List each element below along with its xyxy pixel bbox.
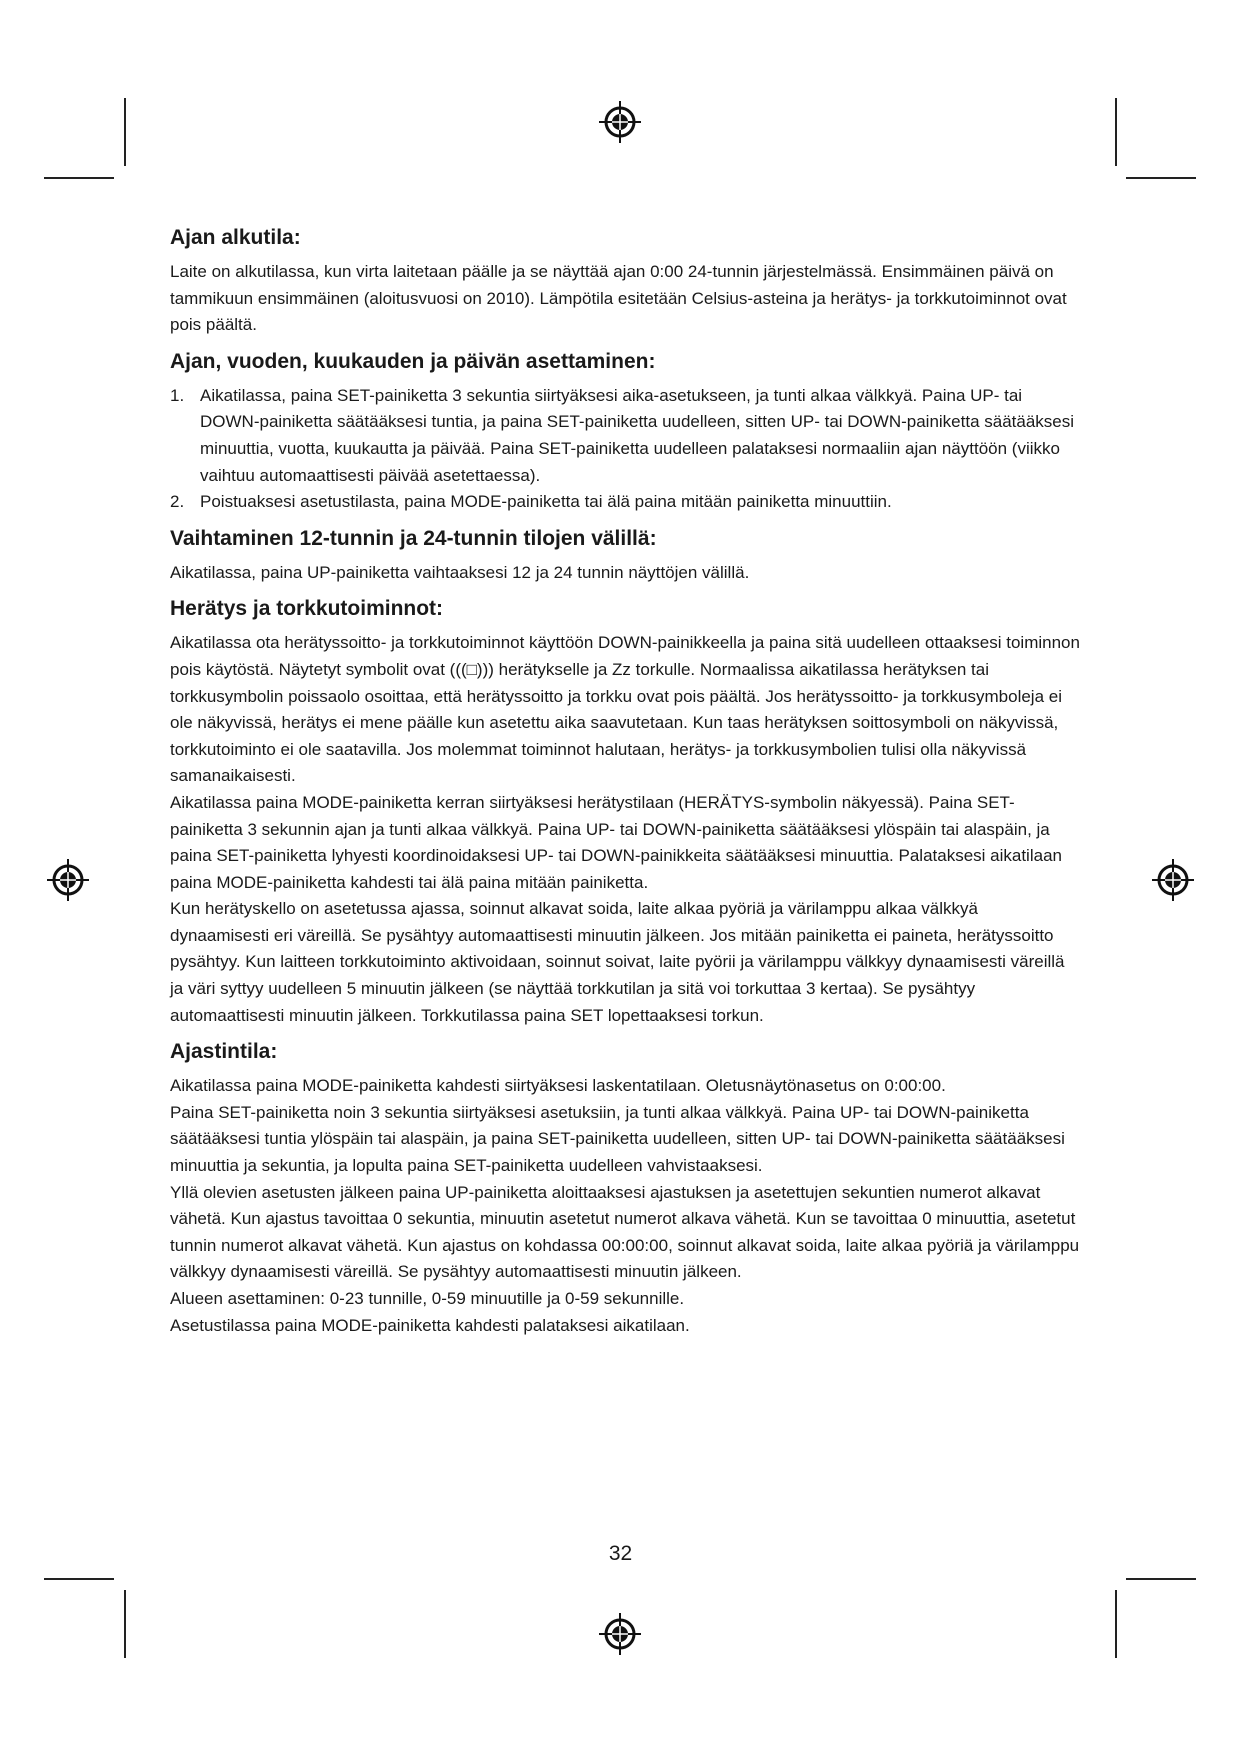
paragraph: Yllä olevien asetusten jälkeen paina UP-painiketta aloittaaksesi ajastuksen ja asetettujen sekuntien numerot alkavat vähetä. Kun ajastus tavoittaa 0 sekuntia, minuutin asetetut numerot alkava vähetä. Kun se tavoittaa 0 minuuttia, asetetut tunnin numerot alkavat vähetä. Kun ajastus on kohdassa 00:00:00, soinnut alkavat soida, laite alkaa pyöriä ja värilamppu välkkyy dynaamisesti väreillä. Se pysähtyy automaattisesti minuutin jälkeen. [170,1182,1080,1282]
crop-mark-bottom-right-v [1115,1590,1117,1658]
section-alarm-snooze [170,596,1080,1029]
registration-mark-icon [598,100,642,144]
registration-mark-icon [598,1612,642,1656]
section-heading: Ajan alkutila: [170,226,301,249]
list-text: Aikatilassa, paina SET-painiketta 3 sekuntia siirtyäksesi aika-asetukseen, ja tunti alkaa välkkyä. Paina UP- tai DOWN-painiketta säätääksesi tuntia, ja paina SET-painiketta uudelleen, sitten UP- tai DOWN-painiketta säätääksesi minuuttia, vuotta, kuukautta ja päivää. Paina SET-painiketta uudelleen palataksesi normaaliin ajan näyttöön (viikko vaihtuu automaattisesti päivää asetettaessa). [200,385,1075,485]
crop-mark-top-right-v [1115,98,1117,166]
list-text: Poistuaksesi asetustilasta, paina MODE-painiketta tai älä paina mitään painiketta minuuttiin. [200,492,892,512]
paragraph: Aikatilassa paina MODE-painiketta kahdesti siirtyäksesi laskentatilaan. Oletusnäytönasetus on 0:00:00. [170,1076,946,1096]
list-number: 1. [170,385,185,405]
list-item [170,383,1080,489]
crop-mark-top-right-h [1126,177,1196,179]
crop-mark-bottom-left-h [44,1578,114,1580]
registration-mark-icon [1151,858,1195,902]
paragraph: Asetustilassa paina MODE-painiketta kahdesti palataksesi aikatilaan. [170,1315,690,1335]
section-initial-state [170,225,1080,339]
document-body [170,225,1080,1349]
section-time-setting [170,349,1080,516]
paragraph: Kun herätyskello on asetetussa ajassa, soinnut alkavat soida, laite alkaa pyöriä ja värilamppu alkaa välkkyä dynaamisesti eri väreillä. Se pysähtyy automaattisesti minuutin jälkeen. Jos mitään painiketta ei paineta, herätyssoitto pysähtyy. Kun laitteen torkkutoiminto aktivoidaan, soinnut soivat, laite pyörii ja värilamppu välkkyy dynaamisesti väreillä ja väri syttyy uudelleen 5 minuutin jälkeen (se näyttää torkkutilan ja sitä voi torkuttaa 3 kertaa). Se pysähtyy automaattisesti minuutin jälkeen. Torkkutilassa paina SET lopettaaksesi torkun. [170,899,1065,1025]
paragraph: Paina SET-painiketta noin 3 sekuntia siirtyäksesi asetuksiin, ja tunti alkaa välkkyä. Paina UP- tai DOWN-painiketta säätääksesi tuntia ylöspäin tai alaspäin, ja paina SET-painiketta uudelleen, sitten UP- tai DOWN-painiketta säätääksesi minuuttia ja sekuntia, ja lopulta paina SET-painiketta uudelleen vahvistaaksesi. [170,1102,1065,1176]
section-heading: Vaihtaminen 12-tunnin ja 24-tunnin tilojen välillä: [170,526,657,550]
section-12-24-mode [170,526,1080,587]
paragraph: Aikatilassa, paina UP-painiketta vaihtaaksesi 12 ja 24 tunnin näyttöjen välillä. [170,562,750,582]
crop-mark-top-left-v [124,98,126,166]
section-heading: Ajan, vuoden, kuukauden ja päivän asettaminen: [170,349,656,373]
paragraph: Aikatilassa ota herätyssoitto- ja torkkutoiminnot käyttöön DOWN-painikkeella ja paina sitä uudelleen ottaaksesi toiminnon pois käytöstä. Näytetyt symbolit ovat (((□))) herätykselle ja Zz torkulle. Normaalissa aikatilassa herätyksen tai torkkusymbolin poissaolo osoittaa, että herätyssoitto ja torkku ovat pois päältä. Jos herätyssoitto- ja torkkusymboleja ei ole näkyvissä, herätys ei mene päälle kun asetettu aika saavutetaan. Kun taas herätyksen soittosymboli on näkyvissä, torkkutoiminto ei ole saatavilla. Jos molemmat toiminnot halutaan, herätys- ja torkkusymbolien tulisi olla näkyvissä samanaikaisesti. [170,633,1080,786]
section-timer-mode [170,1039,1080,1339]
paragraph: Aikatilassa paina MODE-painiketta kerran siirtyäksesi herätystilaan (HERÄTYS-symbolin näkyessä). Paina SET-painiketta 3 sekunnin ajan ja tunti alkaa välkkyä. Paina UP- tai DOWN-painiketta säätääksesi ylöspäin tai alaspäin, ja paina SET-painiketta lyhyesti koordinoidaksesi UP- tai DOWN-painikkeita säätääksesi minuuttia. Palataksesi aikatilaan paina MODE-painiketta kahdesti tai älä paina mitään painiketta. [170,792,1062,892]
list-item [170,489,1080,516]
crop-mark-bottom-right-h [1126,1578,1196,1580]
paragraph: Laite on alkutilassa, kun virta laitetaan päälle ja se näyttää ajan 0:00 24-tunnin järjestelmässä. Ensimmäinen päivä on tammikuun ensimmäinen (aloitusvuosi on 2010). Lämpötila esitetään Celsius-asteina ja herätys- ja torkkutoiminnot ovat pois päältä. [170,262,1067,335]
crop-mark-bottom-left-v [124,1590,126,1658]
crop-mark-top-left-h [44,177,114,179]
section-heading: Herätys ja torkkutoiminnot: [170,597,444,621]
paragraph: Alueen asettaminen: 0-23 tunnille, 0-59 minuutille ja 0-59 sekunnille. [170,1289,685,1308]
registration-mark-icon [46,858,90,902]
list-number: 2. [170,492,185,512]
page-number: 32 [608,1542,633,1565]
section-heading: Ajastintila: [170,1040,278,1064]
numbered-list [170,383,1080,516]
